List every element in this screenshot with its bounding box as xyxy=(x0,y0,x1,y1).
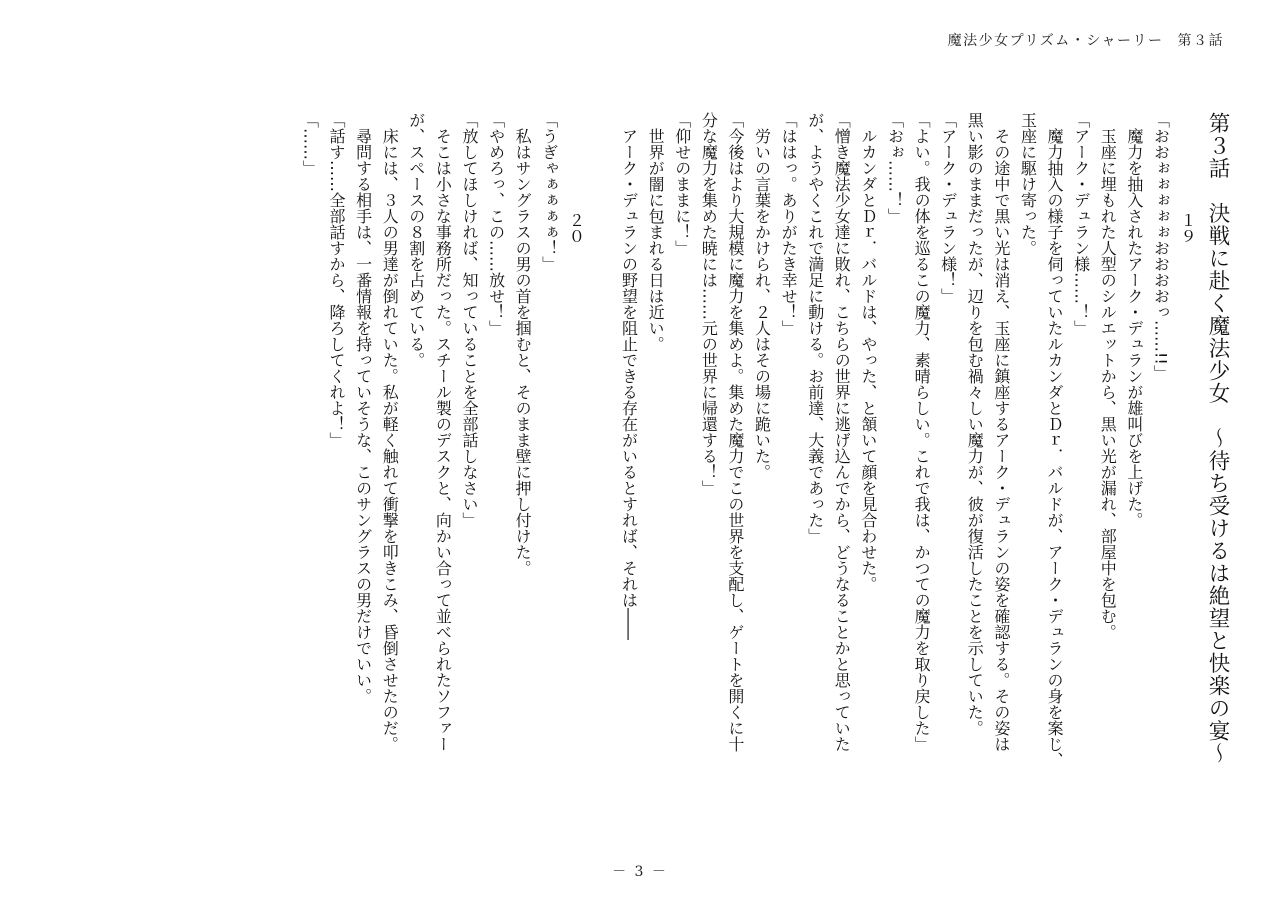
scene-number: ２０ xyxy=(566,212,586,244)
paragraph-line: 黒い影のままだったが、辺りを包む禍々しい魔力が、彼が復活したことを示していた。 xyxy=(965,112,985,736)
paragraph-line: 私はサングラスの男の首を掴むと、そのまま壁に押し付けた。 xyxy=(513,112,533,576)
paragraph-line: 「やめろっ、この……放せ！」 xyxy=(486,112,506,336)
paragraph-line: ルカンダとＤｒ．バルドは、やった、と頷いて顔を見合わせた。 xyxy=(858,112,878,592)
paragraph-line: 「……」 xyxy=(300,112,320,176)
chapter-title: 第３話 決戦に赴く魔法少女 ～待ち受けるは絶望と快楽の宴～ xyxy=(1205,112,1230,765)
running-header xyxy=(948,30,1224,50)
chapter-label: 第３話 xyxy=(1177,33,1224,49)
paragraph-line: 「憎き魔法少女達に敗れ、こちらの世界に逃げ込んでから、どうなることかと思っていた xyxy=(832,112,852,752)
paragraph-line: 「アーク・デュラン様……！」 xyxy=(1071,112,1091,336)
paragraph-line: そこは小さな事務所だった。スチール製のデスクと、向かい合って並べられたソファー xyxy=(433,112,453,752)
body-text xyxy=(34,112,1234,872)
paragraph-line: 「よい。我の体を巡るこの魔力、素晴らしい。これで我は、かつての魔力を取り戻した」 xyxy=(912,112,932,752)
paragraph-line: 「話す……全部話すから、降ろしてくれよ！」 xyxy=(327,112,346,448)
paragraph-line: その途中で黒い光は消え、玉座に鎮座するアーク・デュランの姿を確認する。その姿は xyxy=(991,112,1011,752)
paragraph-line: 「ははっ。ありがたき幸せ！」 xyxy=(779,112,799,336)
paragraph-line: が、ようやくこれで満足に動ける。お前達、大義であった」 xyxy=(805,112,825,544)
paragraph-line: 「仰せのままに！」 xyxy=(672,112,692,256)
paragraph-line: 労いの言葉をかけられ、２人はその場に跪いた。 xyxy=(752,112,772,480)
paragraph-line: 魔力を抽入されたアーク・デュランが雄叫びを上げた。 xyxy=(1124,112,1144,528)
paragraph-line: 「今後はより大規模に魔力を集めよ。集めた魔力でこの世界を支配し、ゲートを開くに十 xyxy=(725,112,745,752)
scene-number: １９ xyxy=(1178,212,1197,244)
page-number: － 3 － xyxy=(612,864,668,880)
paragraph-line: 分な魔力を集めた暁には……元の世界に帰還する！」 xyxy=(699,112,719,496)
paragraph-line: 魔力抽入の様子を伺っていたルカンダとＤｒ．バルドが、アーク・デュランの身を案じ、 xyxy=(1045,112,1065,768)
paragraph-line: 玉座に駆け寄った。 xyxy=(1018,112,1038,256)
paragraph-line: 「おぉ……！」 xyxy=(885,112,905,224)
paragraph-line: が、スペースの８割を占めている。 xyxy=(406,112,426,368)
scene-gap xyxy=(588,112,615,872)
book-title: 魔法少女プリズム・シャーリー xyxy=(947,33,1164,49)
paragraph-line: 「放してほしければ、知っていることを全部話しなさい」 xyxy=(459,112,479,528)
paragraph-line: 玉座に埋もれた人型のシルエットから、黒い光が漏れ、部屋中を包む。 xyxy=(1098,112,1118,640)
paragraph-line: 床には、３人の男達が倒れていた。私が軽く触れて衝撃を叩きこみ、昏倒させたのだ。 xyxy=(380,112,400,752)
paragraph-line: 世界が闇に包まれる日は近い。 xyxy=(646,112,666,352)
paragraph-line: 「うぎゃぁぁぁぁ！」 xyxy=(539,112,559,272)
paragraph-line: 「おおぉぉぉぉぉおおおおっ……!!」 xyxy=(1151,112,1171,381)
paragraph-line: アーク・デュランの野望を阻止できる存在がいるとすれば、それは―― xyxy=(619,112,639,640)
paragraph-line: 尋問する相手は、一番情報を持っていそうな、このサングラスの男だけでいい。 xyxy=(353,112,373,704)
paragraph-line: 「アーク・デュラン様！」 xyxy=(938,112,958,304)
